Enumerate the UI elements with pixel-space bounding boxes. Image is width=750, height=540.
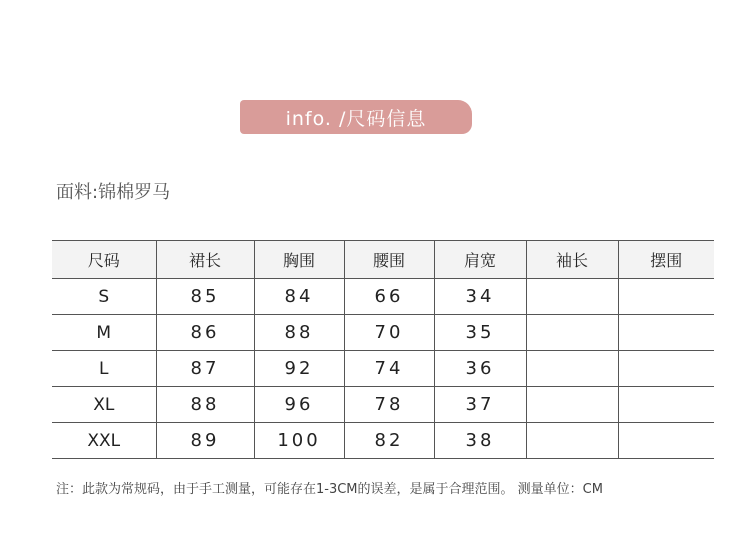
size-table bbox=[52, 240, 714, 459]
cell-waist: 66 bbox=[344, 279, 434, 315]
cell-bust: 84 bbox=[254, 279, 344, 315]
cell-sleeve bbox=[526, 279, 618, 315]
cell-sleeve bbox=[526, 387, 618, 423]
cell-skirt-length: 85 bbox=[156, 279, 254, 315]
cell-skirt-length: 87 bbox=[156, 351, 254, 387]
cell-skirt-length: 88 bbox=[156, 387, 254, 423]
cell-waist: 70 bbox=[344, 315, 434, 351]
header-bust: 胸围 bbox=[254, 241, 344, 279]
cell-skirt-length: 89 bbox=[156, 423, 254, 459]
fabric-label: 面料:锦棉罗马 bbox=[56, 182, 171, 203]
cell-shoulder: 37 bbox=[434, 387, 526, 423]
cell-waist: 74 bbox=[344, 351, 434, 387]
cell-hem bbox=[618, 387, 714, 423]
header-skirt-length: 裙长 bbox=[156, 241, 254, 279]
cell-size: XXL bbox=[52, 423, 156, 459]
cell-hem bbox=[618, 315, 714, 351]
cell-shoulder: 38 bbox=[434, 423, 526, 459]
cell-bust: 88 bbox=[254, 315, 344, 351]
table-row bbox=[52, 351, 714, 387]
cell-sleeve bbox=[526, 351, 618, 387]
cell-size: L bbox=[52, 351, 156, 387]
cell-bust: 92 bbox=[254, 351, 344, 387]
cell-size: XL bbox=[52, 387, 156, 423]
cell-shoulder: 34 bbox=[434, 279, 526, 315]
header-shoulder: 肩宽 bbox=[434, 241, 526, 279]
header-waist: 腰围 bbox=[344, 241, 434, 279]
cell-sleeve bbox=[526, 315, 618, 351]
cell-bust: 100 bbox=[254, 423, 344, 459]
cell-waist: 82 bbox=[344, 423, 434, 459]
banner-text: info. /尺码信息 bbox=[285, 107, 427, 130]
cell-shoulder: 36 bbox=[434, 351, 526, 387]
cell-sleeve bbox=[526, 423, 618, 459]
cell-hem bbox=[618, 423, 714, 459]
cell-waist: 78 bbox=[344, 387, 434, 423]
cell-shoulder: 35 bbox=[434, 315, 526, 351]
cell-skirt-length: 86 bbox=[156, 315, 254, 351]
cell-size: M bbox=[52, 315, 156, 351]
cell-hem bbox=[618, 351, 714, 387]
header-hem: 摆围 bbox=[618, 241, 714, 279]
table-row bbox=[52, 387, 714, 423]
cell-size: S bbox=[52, 279, 156, 315]
table-row bbox=[52, 423, 714, 459]
cell-hem bbox=[618, 279, 714, 315]
measurement-note: 注：此款为常规码，由于手工测量，可能存在1-3CM的误差，是属于合理范围。 测量单位：CM bbox=[56, 482, 603, 497]
table-header-row bbox=[52, 241, 714, 279]
table-row bbox=[52, 315, 714, 351]
table-row bbox=[52, 279, 714, 315]
title-banner bbox=[240, 100, 472, 134]
cell-bust: 96 bbox=[254, 387, 344, 423]
header-sleeve: 袖长 bbox=[526, 241, 618, 279]
header-size: 尺码 bbox=[52, 241, 156, 279]
